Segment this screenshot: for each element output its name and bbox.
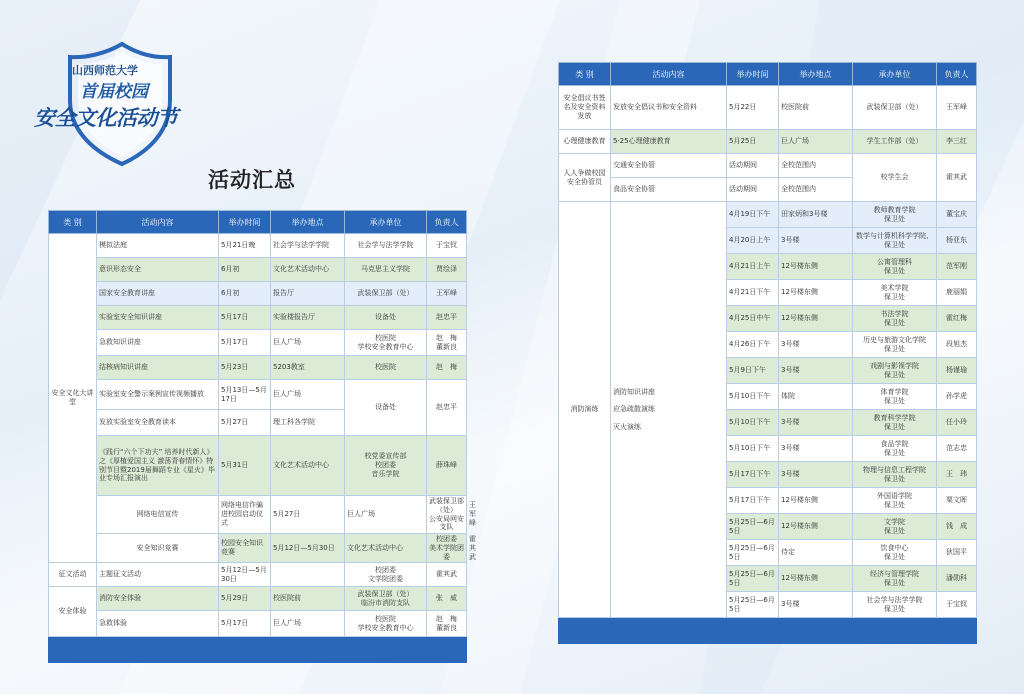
person-in-charge-cell: 鹿丽娟 bbox=[937, 280, 977, 306]
organizer-cell: 校党委宣传部 校团委 音乐学院 bbox=[345, 436, 427, 496]
place-cell: 文化艺术活动中心 bbox=[345, 534, 427, 563]
table-header-row bbox=[49, 211, 467, 234]
time-cell: 5月22日 bbox=[727, 86, 779, 130]
place-cell: 12号楼东侧 bbox=[779, 254, 853, 280]
activity-content-cell: 模拟法庭 bbox=[97, 234, 219, 258]
time-cell: 5月17日 bbox=[219, 306, 271, 330]
place-cell: 3号楼 bbox=[779, 436, 853, 462]
organizer-cell: 武装保卫部（处） bbox=[853, 86, 937, 130]
table-row bbox=[49, 282, 467, 306]
place-cell bbox=[271, 563, 345, 587]
place-cell: 文化艺术活动中心 bbox=[271, 258, 345, 282]
place-cell: 巨人广场 bbox=[271, 330, 345, 356]
organizer-cell: 学生工作部（处） bbox=[853, 130, 937, 154]
place-cell: 校医院前 bbox=[271, 587, 345, 611]
person-in-charge-cell: 杨亚东 bbox=[937, 228, 977, 254]
footer-cell bbox=[559, 618, 977, 644]
organizer-cell: 校团委 美术学院团委 bbox=[427, 534, 467, 563]
organizer-cell: 武装保卫部（处） 临汾市消防支队 bbox=[345, 587, 427, 611]
time-cell: 5月25日—6月5日 bbox=[727, 514, 779, 540]
category-cell: 安全体验 bbox=[49, 587, 97, 637]
table-header-row bbox=[559, 63, 977, 86]
column-header: 类 别 bbox=[49, 211, 97, 234]
place-cell: 实验楼报告厅 bbox=[271, 306, 345, 330]
time-cell: 4月19日下午 bbox=[727, 202, 779, 228]
footer-cell bbox=[49, 637, 467, 663]
place-cell: 3号楼 bbox=[779, 332, 853, 358]
time-cell: 5月25日—6月5日 bbox=[727, 592, 779, 618]
person-in-charge-cell: 钱 成 bbox=[937, 514, 977, 540]
organizer-cell: 教师教育学院 保卫处 bbox=[853, 202, 937, 228]
activity-content-cell: 主题征文活动 bbox=[97, 563, 219, 587]
person-in-charge-cell: 潘勋科 bbox=[937, 566, 977, 592]
activity-content-cell: 消防安全体验 bbox=[97, 587, 219, 611]
person-in-charge-cell: 赵 梅 董新良 bbox=[427, 611, 467, 637]
table-row bbox=[49, 563, 467, 587]
logo-line-1: 首届校园 bbox=[80, 82, 148, 102]
table-row bbox=[49, 356, 467, 380]
column-header: 负责人 bbox=[937, 63, 977, 86]
activity-content-cell: 实验室安全警示案例宣传视频播放 bbox=[97, 380, 219, 410]
place-cell: 12号楼东侧 bbox=[779, 566, 853, 592]
time-cell: 4月21日上午 bbox=[727, 254, 779, 280]
table-row bbox=[559, 154, 977, 178]
table-row bbox=[49, 611, 467, 637]
time-cell: 5月17日 bbox=[219, 611, 271, 637]
place-cell: 全校范围内 bbox=[779, 154, 853, 178]
organizer-cell: 物理与信息工程学院 保卫处 bbox=[853, 462, 937, 488]
column-header: 举办时间 bbox=[727, 63, 779, 86]
activity-content-cell: 急救知识讲座 bbox=[97, 330, 219, 356]
category-cell: 安全知识竞赛 bbox=[97, 534, 219, 563]
organizer-cell: 经济与管理学院 保卫处 bbox=[853, 566, 937, 592]
time-cell: 5月21日晚 bbox=[219, 234, 271, 258]
table-footer-bar bbox=[49, 637, 467, 663]
table-row bbox=[49, 330, 467, 356]
person-in-charge-cell: 霍其武 bbox=[937, 154, 977, 202]
table-row bbox=[49, 306, 467, 330]
place-cell: 3号楼 bbox=[779, 228, 853, 254]
activity-content-cell: 国家安全教育讲座 bbox=[97, 282, 219, 306]
place-cell: 3号楼 bbox=[779, 410, 853, 436]
organizer-cell: 美术学院 保卫处 bbox=[853, 280, 937, 306]
time-cell: 4月20日上午 bbox=[727, 228, 779, 254]
table-row bbox=[49, 436, 467, 496]
column-header: 举办时间 bbox=[219, 211, 271, 234]
column-header: 承办单位 bbox=[853, 63, 937, 86]
person-in-charge-cell: 范志忠 bbox=[937, 436, 977, 462]
time-cell: 5月10日下午 bbox=[727, 410, 779, 436]
place-cell: 5203教室 bbox=[271, 356, 345, 380]
place-cell: 12号楼东侧 bbox=[779, 280, 853, 306]
place-cell: 12号楼东侧 bbox=[779, 306, 853, 332]
category-cell: 安全文化大讲堂 bbox=[49, 234, 97, 563]
person-in-charge-cell: 任小玲 bbox=[937, 410, 977, 436]
organizer-cell: 设备处 bbox=[345, 306, 427, 330]
person-in-charge-cell: 霍其武 bbox=[427, 563, 467, 587]
activity-table-right bbox=[558, 62, 977, 644]
person-in-charge-cell: 王军峰 bbox=[937, 86, 977, 130]
organizer-cell: 马克思主义学院 bbox=[345, 258, 427, 282]
place-cell: 理工科各学院 bbox=[271, 410, 345, 436]
place-cell: 巨人广场 bbox=[271, 380, 345, 410]
column-header: 承办单位 bbox=[345, 211, 427, 234]
summary-title: 活动汇总 bbox=[208, 168, 296, 192]
person-in-charge-cell: 李三红 bbox=[937, 130, 977, 154]
table-row bbox=[49, 234, 467, 258]
person-in-charge-cell: 赵忠平 bbox=[427, 380, 467, 436]
organizer-cell: 校医院 bbox=[345, 356, 427, 380]
column-header: 活动内容 bbox=[97, 211, 219, 234]
category-cell: 心理健康教育 bbox=[559, 130, 611, 154]
time-cell: 活动期间 bbox=[727, 154, 779, 178]
organizer-cell: 历史与旅游文化学院 保卫处 bbox=[853, 332, 937, 358]
organizer-cell: 文学院 保卫处 bbox=[853, 514, 937, 540]
time-cell: 5月12日—5月30日 bbox=[219, 563, 271, 587]
table-row: 安全知识竞赛 校园安全知识竞赛 5月12日—5月30日 文化艺术活动中心 校团委 美术学院团委 霍其武 bbox=[49, 534, 467, 563]
organizer-cell: 校团委 文学院团委 bbox=[345, 563, 427, 587]
time-cell: 5月9日下午 bbox=[727, 358, 779, 384]
person-in-charge-cell: 赵 梅 董新良 bbox=[427, 330, 467, 356]
person-in-charge-cell: 贾绘泽 bbox=[427, 258, 467, 282]
organizer-cell: 设备处 bbox=[345, 380, 427, 436]
place-cell: 3号楼 bbox=[779, 592, 853, 618]
person-in-charge-cell: 王 玮 bbox=[937, 462, 977, 488]
time-cell: 5月23日 bbox=[219, 356, 271, 380]
organizer-cell: 教育科学学院 保卫处 bbox=[853, 410, 937, 436]
activity-content-cell: 5·25心理健康教育 bbox=[611, 130, 727, 154]
place-cell: 3号楼 bbox=[779, 358, 853, 384]
person-in-charge-cell: 张 威 bbox=[427, 587, 467, 611]
table-footer-bar bbox=[559, 618, 977, 644]
person-in-charge-cell: 栗文晖 bbox=[937, 488, 977, 514]
organizer-cell: 体育学院 保卫处 bbox=[853, 384, 937, 410]
person-in-charge-cell: 狄国平 bbox=[937, 540, 977, 566]
person-in-charge-cell: 董宝庆 bbox=[937, 202, 977, 228]
activity-content-cell: 急救体验 bbox=[97, 611, 219, 637]
person-in-charge-cell: 霍红梅 bbox=[937, 306, 977, 332]
place-cell: 待定 bbox=[779, 540, 853, 566]
time-cell: 5月25日 bbox=[727, 130, 779, 154]
place-cell: 田家炳和3号楼 bbox=[779, 202, 853, 228]
organizer-cell: 书法学院 保卫处 bbox=[853, 306, 937, 332]
place-cell: 校医院前 bbox=[779, 86, 853, 130]
activity-content-cell: 发放安全倡议书和安全资料 bbox=[611, 86, 727, 130]
place-cell: 文化艺术活动中心 bbox=[271, 436, 345, 496]
place-cell: 巨人广场 bbox=[271, 611, 345, 637]
organizer-cell: 社会学与法学学院 bbox=[345, 234, 427, 258]
time-cell: 5月12日—5月30日 bbox=[271, 534, 345, 563]
activity-table-left bbox=[48, 210, 476, 663]
activity-content-cell: 食品安全协管 bbox=[611, 178, 727, 202]
person-in-charge-cell: 段旭杰 bbox=[937, 332, 977, 358]
activity-content-cell: 交通安全协管 bbox=[611, 154, 727, 178]
organizer-cell: 武装保卫部（处） 公安局网安支队 bbox=[427, 496, 467, 534]
person-in-charge-cell: 于宝钗 bbox=[427, 234, 467, 258]
person-in-charge-cell: 于宝钗 bbox=[937, 592, 977, 618]
time-cell: 6月初 bbox=[219, 258, 271, 282]
column-header: 活动内容 bbox=[611, 63, 727, 86]
time-cell: 4月25日中午 bbox=[727, 306, 779, 332]
person-in-charge-cell: 赵忠平 bbox=[427, 306, 467, 330]
organizer-cell: 数学与计算机科学学院、保卫处 bbox=[853, 228, 937, 254]
category-cell: 人人争做校园安全协管员 bbox=[559, 154, 611, 202]
place-cell: 12号楼东侧 bbox=[779, 514, 853, 540]
organizer-cell: 戏剧与影视学院 保卫处 bbox=[853, 358, 937, 384]
time-cell: 6月初 bbox=[219, 282, 271, 306]
person-in-charge-cell: 杨谨瑜 bbox=[937, 358, 977, 384]
place-cell: 巨人广场 bbox=[779, 130, 853, 154]
category-cell: 消防演练 bbox=[559, 202, 611, 618]
time-cell: 5月27日 bbox=[219, 410, 271, 436]
time-cell: 5月17日下午 bbox=[727, 462, 779, 488]
category-cell: 安全倡议书签名及安全资料发放 bbox=[559, 86, 611, 130]
category-cell: 网络电信宣传 bbox=[97, 496, 219, 534]
place-cell: 体院 bbox=[779, 384, 853, 410]
activity-content-cell: 发放实验室安全教育读本 bbox=[97, 410, 219, 436]
organizer-cell: 校学生会 bbox=[853, 154, 937, 202]
time-cell: 5月17日下午 bbox=[727, 488, 779, 514]
time-cell: 活动期间 bbox=[727, 178, 779, 202]
table-row bbox=[49, 587, 467, 611]
organizer-cell: 校医院 学校安全教育中心 bbox=[345, 330, 427, 356]
person-in-charge-cell: 范军刚 bbox=[937, 254, 977, 280]
person-in-charge-cell: 薛珠峰 bbox=[427, 436, 467, 496]
organizer-cell: 饮食中心 保卫处 bbox=[853, 540, 937, 566]
festival-logo bbox=[30, 40, 200, 170]
time-cell: 4月26日下午 bbox=[727, 332, 779, 358]
person-in-charge-cell: 孙学虎 bbox=[937, 384, 977, 410]
table-row: 网络电信宣传 网络电信诈骗进校园启动仪式 5月27日 巨人广场 武装保卫部（处） 公安局网安支队 王军峰 bbox=[49, 496, 467, 534]
column-header: 举办地点 bbox=[779, 63, 853, 86]
activity-content-cell: 意识形态安全 bbox=[97, 258, 219, 282]
activity-content-cell: 校园安全知识竞赛 bbox=[219, 534, 271, 563]
table-row bbox=[49, 380, 467, 410]
organizer-cell: 外国语学院 保卫处 bbox=[853, 488, 937, 514]
organizer-cell: 食品学院 保卫处 bbox=[853, 436, 937, 462]
table-row bbox=[559, 86, 977, 130]
place-cell: 12号楼东侧 bbox=[779, 488, 853, 514]
person-in-charge-cell: 王军峰 bbox=[427, 282, 467, 306]
table-row bbox=[49, 258, 467, 282]
activity-content-cell: 实验室安全知识讲座 bbox=[97, 306, 219, 330]
time-cell: 5月27日 bbox=[271, 496, 345, 534]
time-cell: 5月10日下午 bbox=[727, 436, 779, 462]
organizer-cell: 校医院 学校安全教育中心 bbox=[345, 611, 427, 637]
place-cell: 社会学与法学学院 bbox=[271, 234, 345, 258]
column-header: 负责人 bbox=[427, 211, 467, 234]
time-cell: 5月29日 bbox=[219, 587, 271, 611]
place-cell: 全校范围内 bbox=[779, 178, 853, 202]
category-cell: 征文活动 bbox=[49, 563, 97, 587]
time-cell: 5月25日—6月5日 bbox=[727, 540, 779, 566]
activity-content-cell: 结核病知识讲座 bbox=[97, 356, 219, 380]
person-in-charge-cell: 赵 梅 bbox=[427, 356, 467, 380]
place-cell: 报告厅 bbox=[271, 282, 345, 306]
column-header: 举办地点 bbox=[271, 211, 345, 234]
place-cell: 巨人广场 bbox=[345, 496, 427, 534]
organizer-cell: 社会学与法学学院 保卫处 bbox=[853, 592, 937, 618]
organizer-cell: 武装保卫部（处） bbox=[345, 282, 427, 306]
place-cell: 3号楼 bbox=[779, 462, 853, 488]
logo-university-name: 山西师范大学 bbox=[72, 64, 138, 77]
organizer-cell: 公寓管理科 保卫处 bbox=[853, 254, 937, 280]
time-cell: 4月21日下午 bbox=[727, 280, 779, 306]
table-row bbox=[559, 130, 977, 154]
column-header: 类 别 bbox=[559, 63, 611, 86]
activity-content-cell: 《践行“六个下功夫” 培养时代新人》之《厚植爱国主义 激荡青春情怀》特别节目暨2019届舞蹈专业《星火》毕业专场汇报演出 bbox=[97, 436, 219, 496]
time-cell: 5月31日 bbox=[219, 436, 271, 496]
logo-line-2: 安全文化活动节 bbox=[34, 106, 178, 130]
table-row bbox=[559, 202, 977, 228]
activity-content-cell: 消防知识讲座 应急疏散演练 灭火演练 bbox=[611, 202, 727, 618]
time-cell: 5月10日下午 bbox=[727, 384, 779, 410]
activity-content-cell: 网络电信诈骗进校园启动仪式 bbox=[219, 496, 271, 534]
time-cell: 5月13日—5月17日 bbox=[219, 380, 271, 410]
time-cell: 5月17日 bbox=[219, 330, 271, 356]
time-cell: 5月25日—6月5日 bbox=[727, 566, 779, 592]
